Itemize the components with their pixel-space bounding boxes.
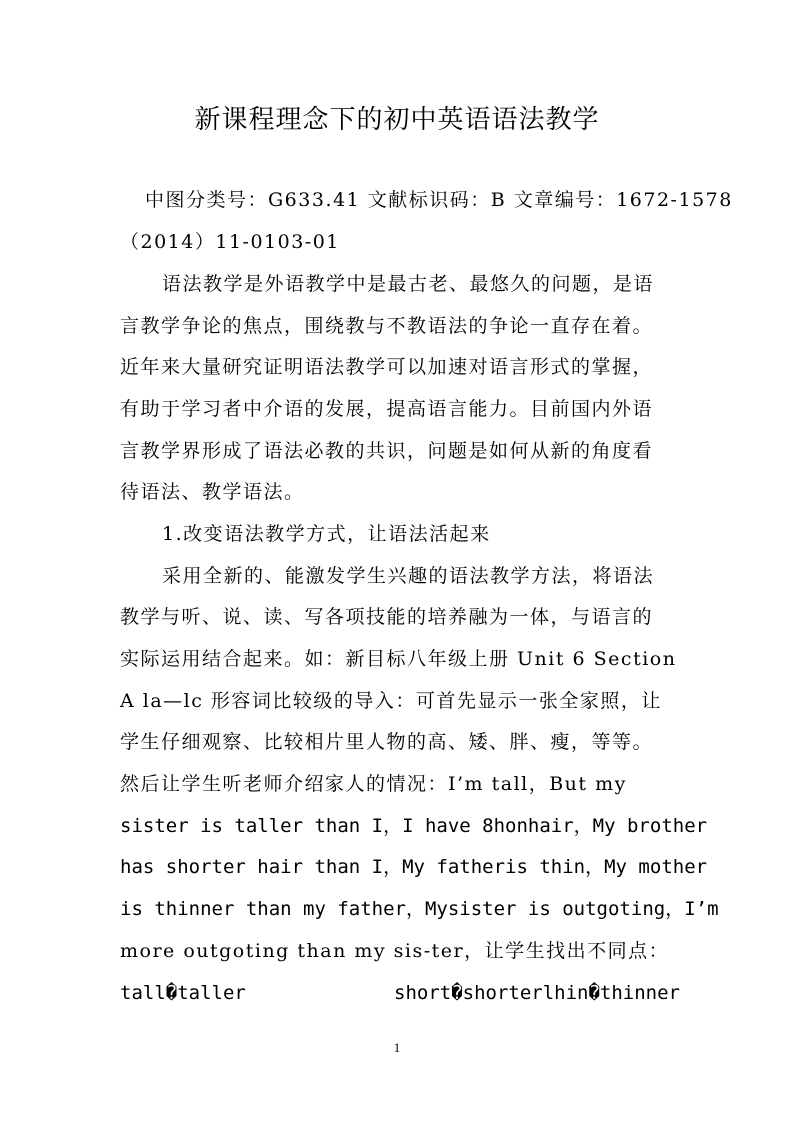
- paragraph-line: 语法教学是外语教学中是最古老、最悠久的问题，是语: [162, 273, 655, 295]
- paragraph-line: 言教学界形成了语法必教的共识，问题是如何从新的角度看: [120, 440, 654, 462]
- example-right: short�shorterlhin�thinner: [394, 982, 680, 1004]
- paragraph-line: 有助于学习者中介语的发展，提高语言能力。目前国内外语: [120, 398, 654, 420]
- paragraph-line: 言教学争论的焦点，围绕教与不教语法的争论一直存在着。: [120, 315, 654, 337]
- paragraph-line: is thinner than my father，Mysister is outgoting，I’m: [120, 898, 719, 920]
- paragraph-line: A la—lc 形容词比较级的导入：可首先显示一张全家照，让: [120, 690, 662, 712]
- paragraph-line: 实际运用结合起来。如：新目标八年级上册 Unit 6 Section: [120, 648, 677, 670]
- paragraph-line: more outgoting than my sis-ter，让学生找出不同点：: [120, 940, 670, 962]
- page-number: 1: [393, 1040, 401, 1055]
- paragraph-line: 近年来大量研究证明语法教学可以加速对语言形式的掌握，: [120, 356, 654, 378]
- example-left: tall�taller: [120, 982, 246, 1004]
- paragraph-line: has shorter hair than I，My fatheris thin，My mother: [120, 856, 708, 878]
- classification-line: 中图分类号：G633.41 文献标识码：B 文章编号：1672-1578: [145, 189, 733, 211]
- document-title: 新课程理念下的初中英语语法教学: [194, 105, 600, 135]
- paragraph-line: 教学与听、说、读、写各项技能的培养融为一体，与语言的: [120, 606, 654, 628]
- classification-line-2: （2014）11-0103-01: [120, 231, 340, 253]
- paragraph-line: 采用全新的、能激发学生兴趣的语法教学方法，将语法: [162, 565, 655, 587]
- paragraph-line: 待语法、教学语法。: [120, 481, 305, 503]
- paragraph-line: 学生仔细观察、比较相片里人物的高、矮、胖、瘦，等等。: [120, 731, 654, 753]
- section-heading: 1.改变语法教学方式，让语法活起来: [162, 523, 491, 545]
- paragraph-line: 然后让学生听老师介绍家人的情况：I’m tall，But my: [120, 773, 627, 795]
- paragraph-line: sister is taller than I，I have 8honhair，My brother: [120, 815, 708, 837]
